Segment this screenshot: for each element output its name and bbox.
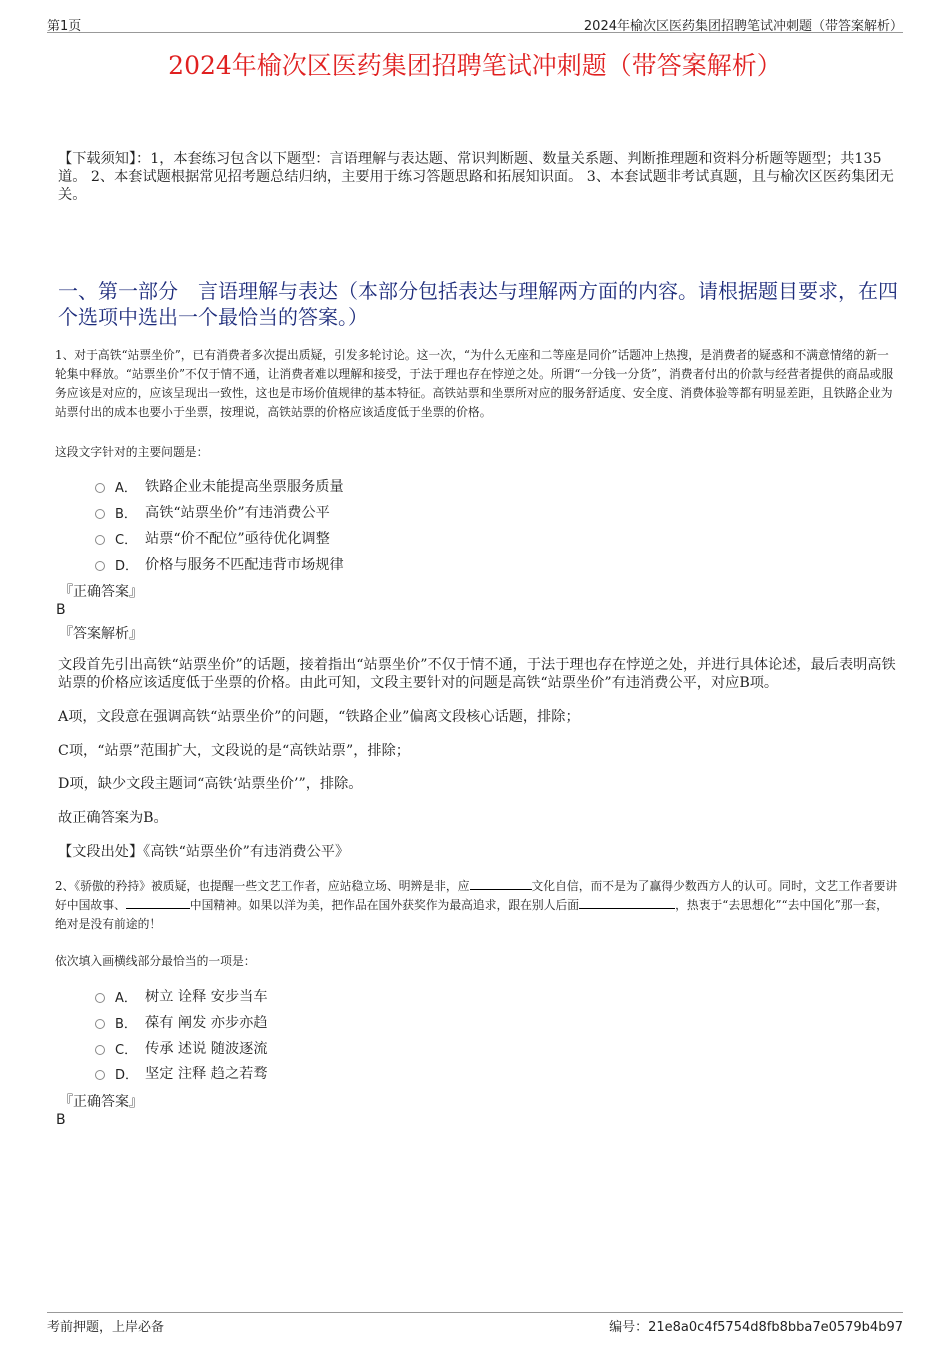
page-number: 第1页 xyxy=(47,19,82,34)
download-notice: 【下载须知】：1，本套练习包含以下题型：言语理解与表达题、常识判断题、数量关系题、判断推理题和资料分析题等题型；共135道。 2、本套试题根据常见招考题总结归纳，主要用于练习答题思路和拓展知识面。 3、本套试题非考试真题，且与榆次区医药集团无关。 xyxy=(58,151,894,203)
q1-analysis: 文段首先引出高铁“站票坐价”的话题，接着指出“站票坐价”不仅于情不通，于法于理也存在悖逆之处，并进行具体论述，最后表明高铁站票的价格应该适度低于坐票的价格。由此可知，文段主要针对的问题是高铁“站票坐价”有违消费公平，对应B项。 xyxy=(58,657,896,691)
q1-answer-tag: 『正确答案』 xyxy=(59,584,143,600)
question-1-text: 1、对于高铁“站票坐价”，已有消费者多次提出质疑，引发多轮讨论。这一次，“为什么无座和二等座是同价”话题冲上热搜，是消费者的疑惑和不满意情绪的新一轮集中释放。“站票坐价”不仅于情不通，让消费者难以理解和接受，于法于理也存在悖逆之处。所谓“一分钱一分货”，消费者付出的价款与经营者提供的商品或服务应该是对应的，应该呈现出一致性，这也是市场价值规律的基本特征。高铁站票和坐票所对应的服务舒适度、安全度、消费体验等都有明显差距，且铁路企业为站票付出的成本也要小于坐票，按理说，高铁站票的价格应该适度低于坐票的价格。 xyxy=(55,348,894,419)
q1-option-c[interactable] xyxy=(95,528,330,548)
option-letter: C． xyxy=(115,532,138,548)
option-text: 价格与服务不匹配违背市场规律 xyxy=(145,557,344,573)
option-letter: A． xyxy=(115,480,137,496)
option-text: 高铁“站票坐价”有违消费公平 xyxy=(145,505,330,521)
q2-answer: B xyxy=(56,1112,66,1128)
q2-option-a[interactable] xyxy=(95,986,268,1006)
q1-analysis-d: D项，缺少文段主题词“高铁‘站票坐价’”，排除。 xyxy=(58,776,363,792)
q1-answer: B xyxy=(56,602,66,618)
radio-icon[interactable] xyxy=(95,1019,105,1029)
fill-blank-2[interactable] xyxy=(126,898,190,909)
section-title: 一、第一部分 言语理解与表达（本部分包括表达与理解两方面的内容。请根据题目要求，在四个选项中选出一个最恰当的答案。） xyxy=(58,279,898,329)
option-text: 葆有 阐发 亦步亦趋 xyxy=(145,1015,268,1031)
q2-option-c[interactable] xyxy=(95,1038,268,1058)
option-letter: D． xyxy=(115,558,139,574)
radio-icon[interactable] xyxy=(95,561,105,571)
fill-blank-1[interactable] xyxy=(470,879,532,890)
q2-option-b[interactable] xyxy=(95,1012,268,1032)
radio-icon[interactable] xyxy=(95,993,105,1003)
q1-conclusion: 故正确答案为B。 xyxy=(58,810,168,826)
radio-icon[interactable] xyxy=(95,1045,105,1055)
page-footer xyxy=(47,1312,903,1335)
option-text: 树立 诠释 安步当车 xyxy=(145,989,268,1005)
option-text: 坚定 注释 趋之若骛 xyxy=(145,1066,268,1082)
option-text: 铁路企业未能提高坐票服务质量 xyxy=(145,479,344,495)
option-text: 站票“价不配位”亟待优化调整 xyxy=(145,531,330,547)
option-letter: B． xyxy=(115,506,137,522)
question-2-text: 2、《骄傲的矜持》被质疑，也提醒一些文艺工作者，应站稳立场、明辨是非，应 文化自信，而不是为了赢得少数西方人的认可。同时，文艺工作者要讲好中国故事、 中国精神。如果以洋为美，把作品在国外获奖作为最高追求，跟在别人后面 ，热衷于“去思想化”“去中国化”那一套，绝对是没有前途的！ xyxy=(55,879,898,931)
q1-analysis-tag: 『答案解析』 xyxy=(59,626,143,642)
q1-option-d[interactable] xyxy=(95,554,344,574)
option-text: 传承 述说 随波逐流 xyxy=(145,1041,268,1057)
footer-id: 编号：21e8a0c4f5754d8fb8bba7e0579b4b97 xyxy=(609,1320,903,1335)
q2-answer-tag: 『正确答案』 xyxy=(59,1094,143,1110)
radio-icon[interactable] xyxy=(95,1070,105,1080)
radio-icon[interactable] xyxy=(95,535,105,545)
fill-blank-3[interactable] xyxy=(579,898,675,909)
question-2-prompt: 依次填入画横线部分最恰当的一项是： xyxy=(55,954,256,968)
q1-option-a[interactable] xyxy=(95,476,344,496)
page-title: 2024年榆次区医药集团招聘笔试冲刺题（带答案解析） xyxy=(168,51,782,80)
footer-slogan: 考前押题，上岸必备 xyxy=(47,1320,165,1335)
option-letter: D． xyxy=(115,1067,139,1083)
option-letter: C． xyxy=(115,1042,138,1058)
radio-icon[interactable] xyxy=(95,509,105,519)
header-doc-title: 2024年榆次区医药集团招聘笔试冲刺题（带答案解析） xyxy=(583,19,903,34)
q1-analysis-c: C项，“站票”范围扩大，文段说的是“高铁站票”，排除； xyxy=(58,743,410,759)
q1-option-b[interactable] xyxy=(95,502,330,522)
question-1-prompt: 这段文字针对的主要问题是： xyxy=(55,445,209,459)
q2-option-d[interactable] xyxy=(95,1063,268,1083)
page-header xyxy=(47,12,903,33)
radio-icon[interactable] xyxy=(95,483,105,493)
q1-source: 【文段出处】《高铁“站票坐价”有违消费公平》 xyxy=(58,844,350,860)
q1-analysis-a: A项，文段意在强调高铁“站票坐价”的问题，“铁路企业”偏离文段核心话题，排除； xyxy=(58,709,580,725)
option-letter: B． xyxy=(115,1016,137,1032)
option-letter: A． xyxy=(115,990,137,1006)
